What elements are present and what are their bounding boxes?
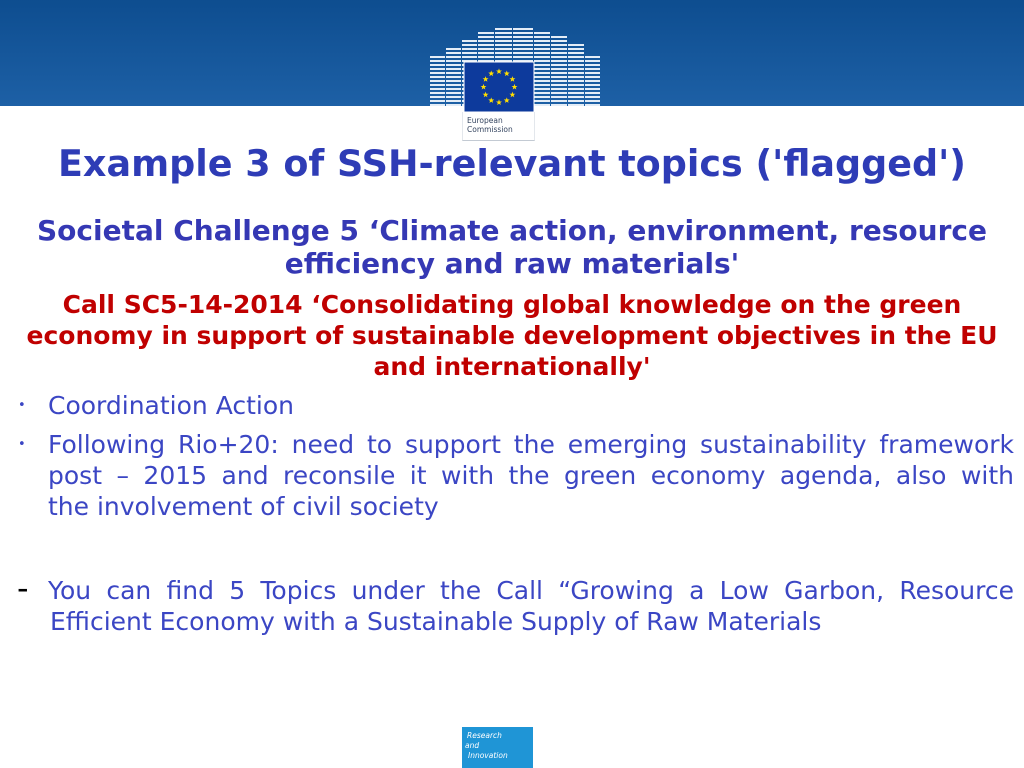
building-column (430, 56, 445, 107)
bullet-item (18, 390, 1014, 421)
subtitle-line: Societal Challenge 5 ‘Climate action, environment, resource (37, 214, 987, 247)
building-column (585, 54, 600, 107)
bullet-text-line: Coordination Action (48, 391, 294, 420)
subtitle (0, 214, 1024, 280)
logo-label (462, 112, 535, 141)
bullet-text-line: the involvement of civil society (48, 492, 439, 521)
bullet-marker: • (18, 398, 26, 413)
slide-title: Example 3 of SSH-relevant topics ('flagged') (58, 142, 966, 185)
bullet-text-line: Following Rio+20: need to support the emerging sustainability framework (48, 430, 1014, 459)
research-innovation-badge (462, 727, 533, 768)
note-paragraph (48, 575, 1014, 637)
subtitle-line: efficiency and raw materials' (284, 247, 740, 280)
bullet-marker: • (18, 437, 26, 452)
note-text-line: Efficient Economy with a Sustainable Supply of Raw Materials (50, 607, 822, 636)
building-column (551, 36, 567, 107)
call-line: economy in support of sustainable development objectives in the EU (26, 321, 998, 350)
call-line: and internationally' (373, 352, 651, 381)
logo-label-line: European (467, 116, 503, 125)
bullet-item (18, 429, 1014, 522)
call-line: Call SC5-14-2014 ‘Consolidating global knowledge on the green (62, 290, 962, 319)
building-column (568, 44, 584, 107)
building-column (446, 46, 461, 107)
logo-label-line: Commission (467, 125, 513, 134)
call-heading (0, 289, 1024, 382)
badge-line: and (465, 741, 480, 750)
badge-line: Research (467, 731, 502, 740)
badge-line: Innovation (468, 751, 508, 760)
note-marker: - (17, 569, 29, 607)
building-column (534, 30, 550, 107)
note-text-line: You can find 5 Topics under the Call “Growing a Low Garbon, Resource (48, 576, 1014, 605)
bullet-text-line: post – 2015 and reconsile it with the green economy agenda, also with (48, 461, 1014, 490)
